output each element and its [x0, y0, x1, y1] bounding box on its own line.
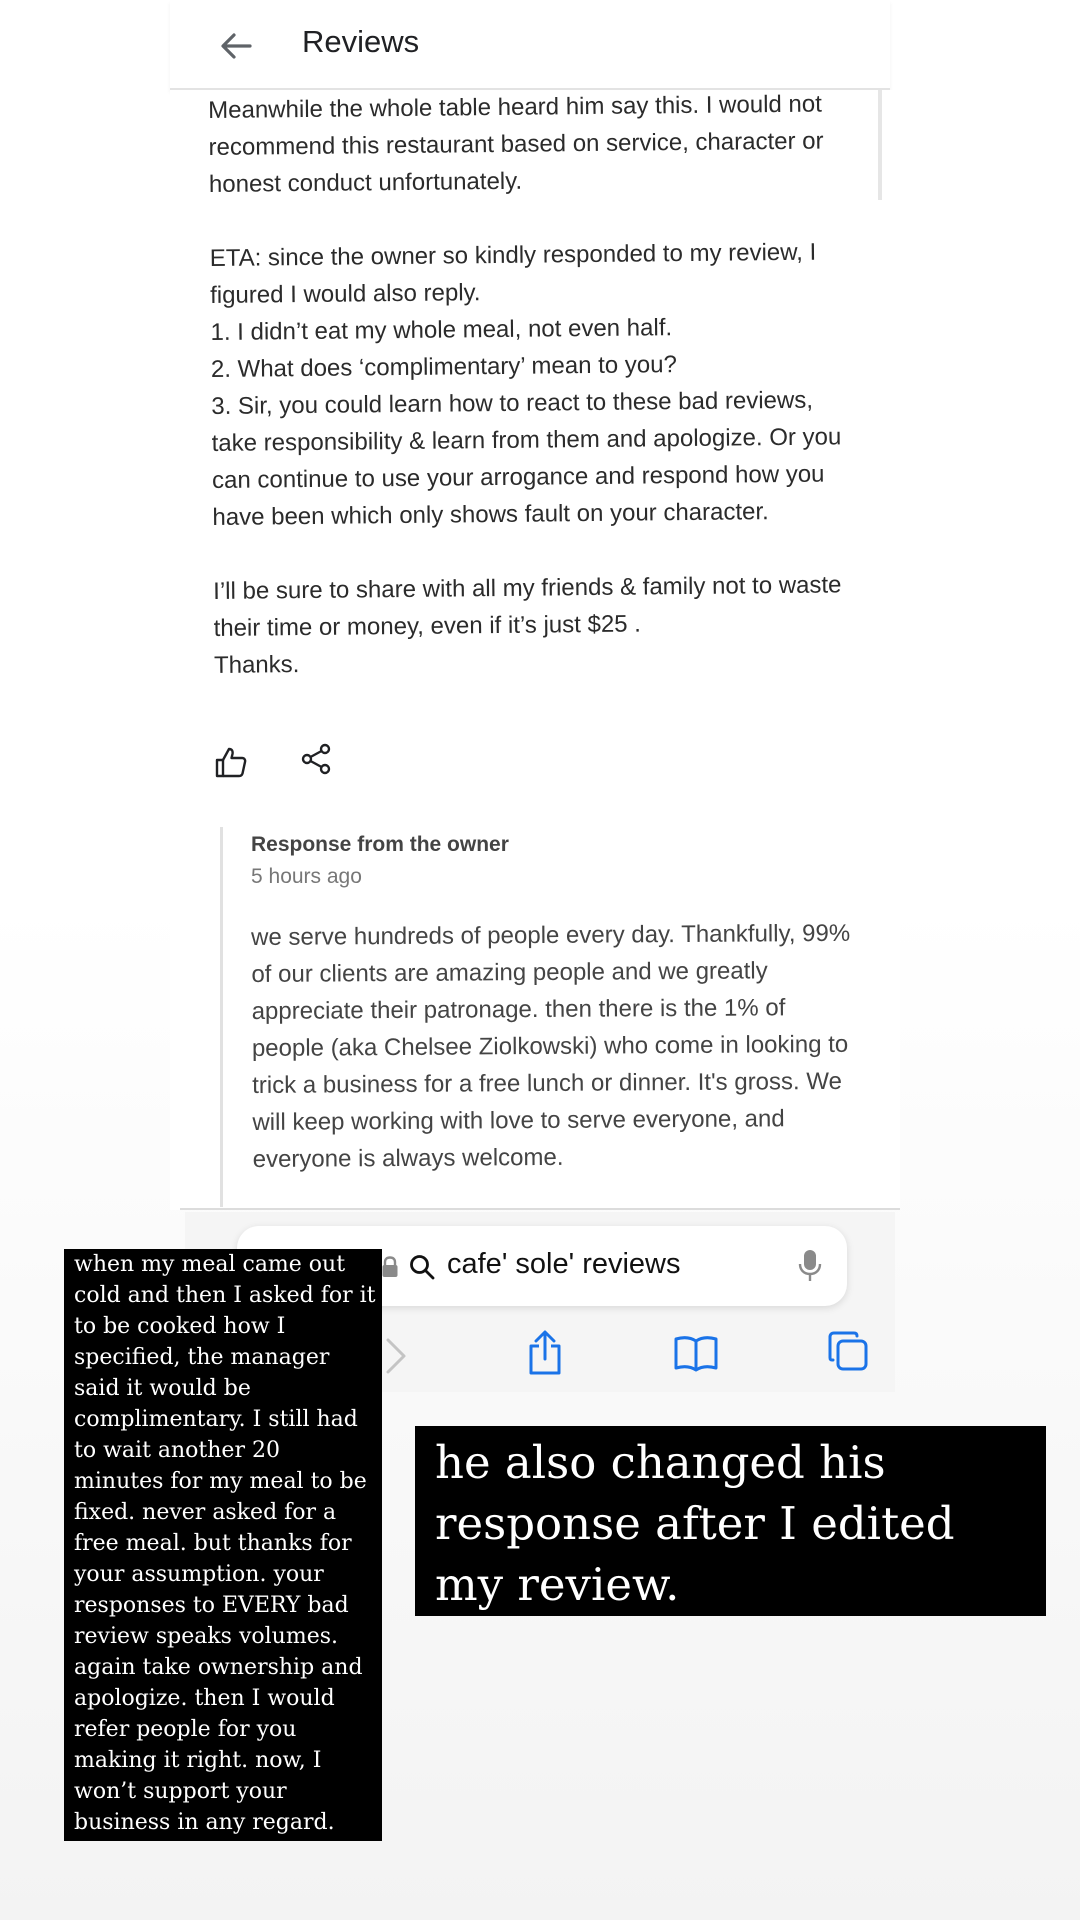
- share-icon[interactable]: [300, 743, 332, 775]
- scroll-indicator: [878, 90, 882, 200]
- review-thanks: Thanks.: [213, 651, 300, 679]
- owner-response-title: Response from the owner: [251, 833, 509, 856]
- story-caption-left: when my meal came out cold and then I asked for it to be cooked how I specified, the manager said it would be complimentary. I still had to wait another 20 minutes for my meal to be fixed. never asked for a free meal. but thanks for your assumption. your responses to EVERY bad review speaks volumes. again take ownership and apologize. then I would refer people for you making it right. now, I won’t support your business in any regard.: [64, 1249, 382, 1841]
- search-icon: [409, 1254, 435, 1280]
- review-point-2: 2. What does ‘complimentary’ mean to you?: [210, 351, 678, 383]
- reviews-header: [170, 0, 890, 90]
- owner-response: [220, 827, 863, 1207]
- tabs-icon[interactable]: [827, 1330, 869, 1372]
- story-caption-right: he also changed his response after I edited my review.: [415, 1426, 1046, 1616]
- review-actions: [214, 745, 414, 785]
- review-eta-intro: ETA: since the owner so kindly responded to my review, I figured I would also reply.: [209, 238, 817, 309]
- forward-icon[interactable]: [383, 1336, 409, 1376]
- arrow-left-icon[interactable]: [218, 28, 254, 64]
- divider: [180, 1208, 900, 1210]
- owner-response-text: we serve hundreds of people every day. Thankfully, 99% of our clients are amazing people and we greatly appreciate their patronage. then there is the 1% of people (aka Chelsee Ziolkowski) who come in looking to trick a business for a free lunch or dinner. It's gross. We will keep working with love to serve everyone, and everyone is always welcome.: [251, 919, 851, 1173]
- search-input[interactable]: cafe' sole' reviews: [447, 1248, 681, 1280]
- microphone-icon[interactable]: [797, 1248, 823, 1284]
- review-body: [208, 85, 844, 684]
- thumbs-up-icon[interactable]: [214, 745, 248, 779]
- review-closing: I’ll be sure to share with all my friends & family not to waste their time or money, even if it’s just $25 .: [213, 571, 842, 642]
- review-point-1: 1. I didn’t eat my whole meal, not even half.: [210, 314, 673, 346]
- owner-response-time: 5 hours ago: [251, 865, 362, 888]
- page-title: Reviews: [302, 24, 420, 59]
- share-toolbar-icon[interactable]: [525, 1330, 565, 1376]
- bookmarks-icon[interactable]: [673, 1334, 719, 1372]
- review-card: [170, 90, 900, 1210]
- review-paragraph: Meanwhile the whole table heard him say this. I would not recommend this restaurant based on service, character or honest conduct unfortunately.: [208, 90, 824, 198]
- lock-icon: [381, 1256, 399, 1278]
- review-point-3: 3. Sir, you could learn how to react to these bad reviews, take responsibility & learn from them and apologize. Or you can continue to use your arrogance and respond how you have been which only shows fault on your character.: [211, 386, 842, 531]
